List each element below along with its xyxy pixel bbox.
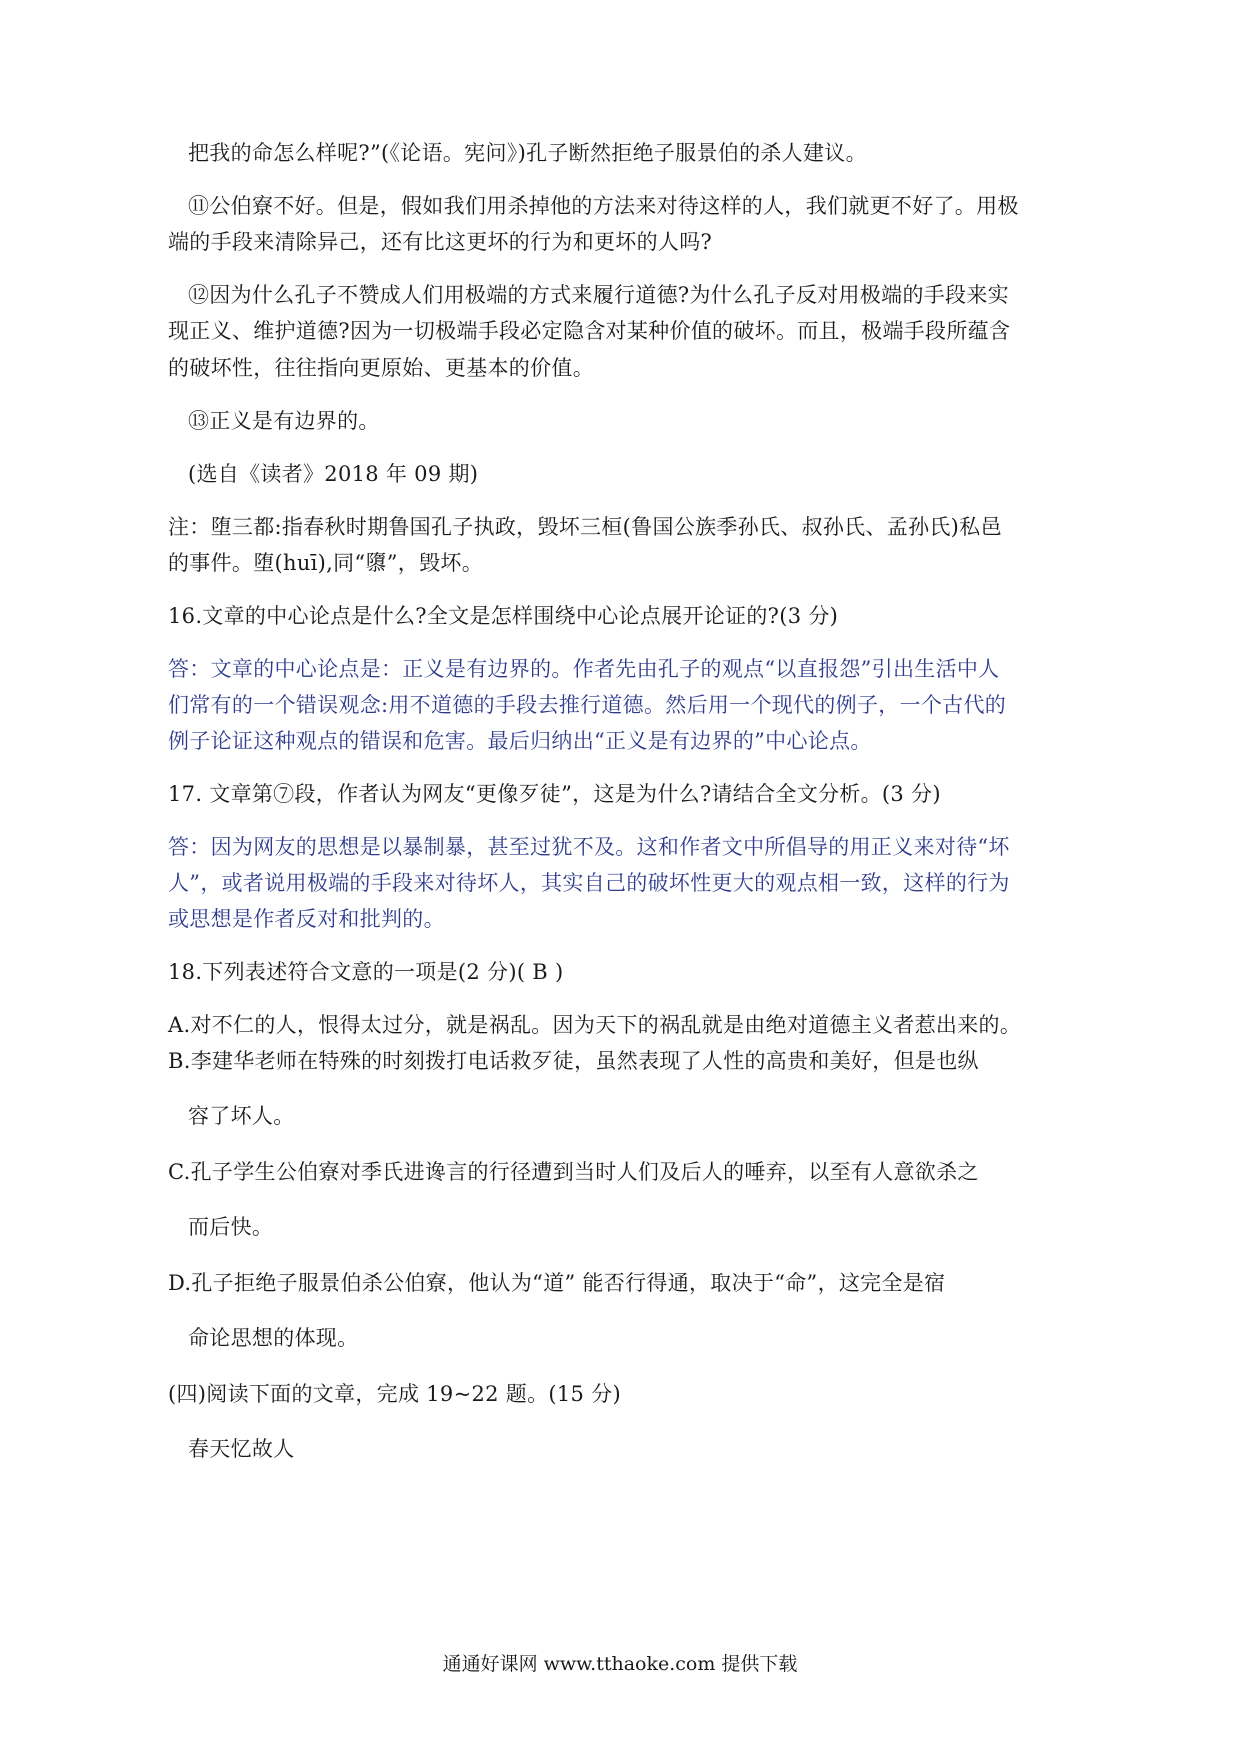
answer-16-line-2: 们常有的一个错误观念:用不道德的手段去推行道德。然后用一个现代的例子，一个古代的 [168,693,1007,717]
answer-17-line-1: 答：因为网友的思想是以暴制暴，甚至过犹不及。这和作者文中所倡导的用正义来对待“坏 [168,835,1010,859]
source-citation: (选自《读者》2018 年 09 期) [188,462,479,486]
paragraph-11-line-2: 端的手段来清除异己，还有比这更坏的行为和更坏的人吗? [168,230,713,254]
paragraph-12-line-2: 现正义、维护道德?因为一切极端手段必定隐含对某种价值的破坏。而且，极端手段所蕴含 [168,319,1011,343]
answer-17-line-3: 或思想是作者反对和批判的。 [168,907,445,931]
answer-17-line-2: 人”，或者说用极端的手段来对待坏人，其实自己的破坏性更大的观点相一致，这样的行为 [168,871,1010,895]
option-d-line-2: 命论思想的体现。 [188,1326,359,1350]
option-b-line-2: 容了坏人。 [188,1104,295,1128]
option-b-line-1: B.李建华老师在特殊的时刻拨打电话救歹徒，虽然表现了人性的高贵和美好，但是也纵 [168,1049,979,1073]
answer-16-line-1: 答：文章的中心论点是：正义是有边界的。作者先由孔子的观点“以直报怨”引出生活中人 [168,657,1000,681]
paragraph-11-line-1: ⑪公伯寮不好。但是，假如我们用杀掉他的方法来对待这样的人，我们就更不好了。用极 [188,194,1019,218]
option-c-line-2: 而后快。 [188,1215,274,1239]
paragraph-12-line-1: ⑫因为什么孔子不赞成人们用极端的方式来履行道德?为什么孔子反对用极端的手段来实 [188,283,1009,307]
paragraph-intro-end: 把我的命怎么样呢?”(《论语。宪问》)孔子断然拒绝子服景伯的杀人建议。 [188,141,867,165]
note-line-1: 注：堕三都:指春秋时期鲁国孔子执政，毁坏三桓(鲁国公族季孙氏、叔孙氏、孟孙氏)私邑 [168,515,1002,539]
question-18: 18.下列表述符合文意的一项是(2 分)( B ) [168,960,564,984]
section-4-heading: (四)阅读下面的文章，完成 19~22 题。(15 分) [168,1382,621,1406]
article-title: 春天忆故人 [188,1437,295,1461]
answer-16-line-3: 例子论证这种观点的错误和危害。最后归纳出“正义是有边界的”中心论点。 [168,729,872,753]
paragraph-12-line-3: 的破坏性，往往指向更原始、更基本的价值。 [168,356,594,380]
option-d-line-1: D.孔子拒绝子服景伯杀公伯寮，他认为“道” 能否行得通，取决于“命”，这完全是宿 [168,1271,946,1295]
option-c-line-1: C.孔子学生公伯寮对季氏进谗言的行径遭到当时人们及后人的唾弃，以至有人意欲杀之 [168,1160,979,1184]
question-17: 17. 文章第⑦段，作者认为网友“更像歹徒”，这是为什么?请结合全文分析。(3 分) [168,782,941,806]
note-line-2: 的事件。堕(huī),同“隳”，毁坏。 [168,551,483,575]
paragraph-13: ⑬正义是有边界的。 [188,409,380,433]
footer-source: 通通好课网 www.tthaoke.com 提供下载 [442,1653,798,1675]
option-a: A.对不仁的人，恨得太过分，就是祸乱。因为天下的祸乱就是由绝对道德主义者惹出来的。 [168,1013,1022,1037]
question-16: 16.文章的中心论点是什么?全文是怎样围绕中心论点展开论证的?(3 分) [168,604,839,628]
